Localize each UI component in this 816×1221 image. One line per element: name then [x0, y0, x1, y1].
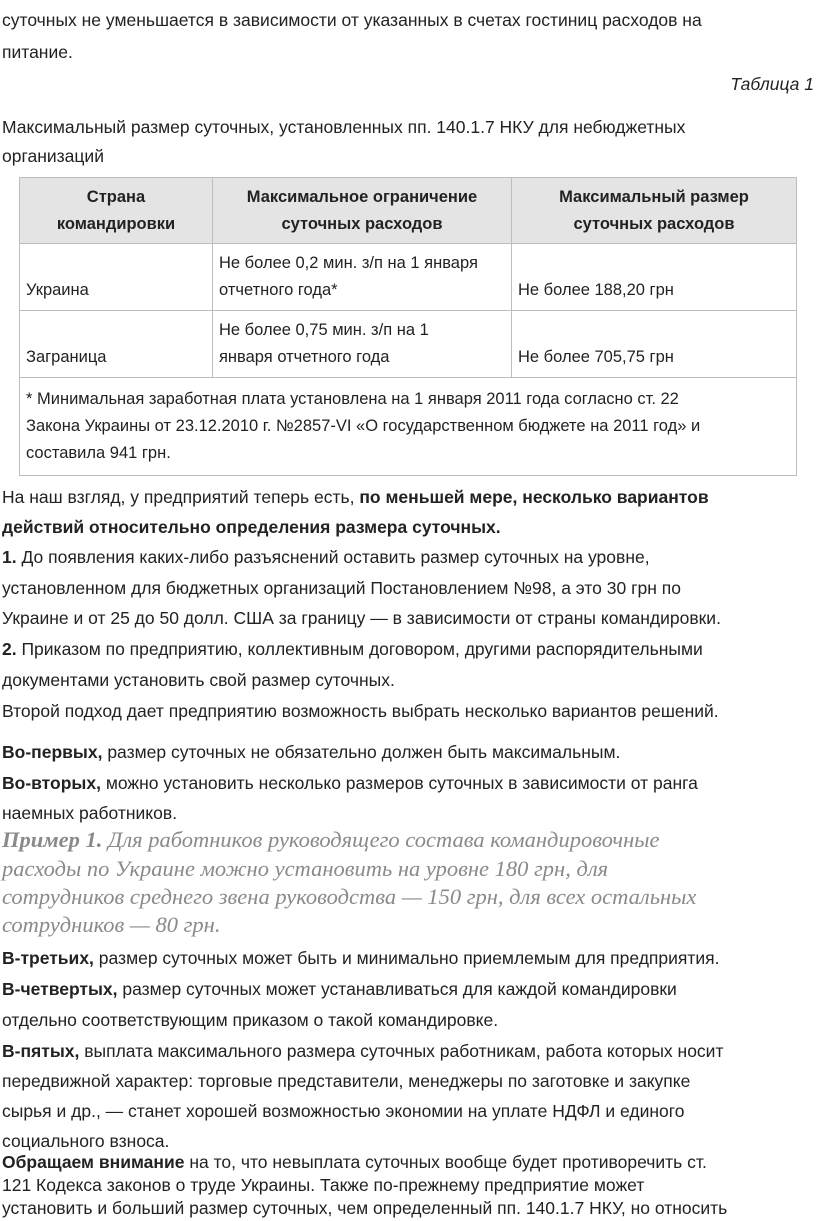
second-approach: Второй подход дает предприятию возможность выбрать несколько вариантов решений.	[2, 701, 719, 721]
fifth-way-line: социального взноса.	[2, 1131, 170, 1151]
table-row	[20, 244, 797, 311]
table-header-row	[20, 178, 797, 244]
item-2-line: документами установить свой размер суточных.	[2, 670, 395, 690]
cell-limit: Не более 0,2 мин. з/п на 1 января отчетного года*	[213, 244, 512, 311]
paragraph-line: действий относительно определения размера суточных.	[2, 517, 501, 537]
item-2-line: 2. Приказом по предприятию, коллективным договором, другими распорядительными	[2, 639, 703, 659]
attention-line: 121 Кодекса законов о труде Украины. Также по-прежнему предприятие может	[2, 1175, 645, 1195]
cell-limit: Не более 0,75 мин. з/п на 1 января отчетного года	[213, 311, 512, 378]
fifth-way: В-пятых, выплата максимального размера суточных работникам, работа которых носит	[2, 1041, 724, 1061]
second-way: Во-вторых, можно установить несколько размеров суточных в зависимости от ранга	[2, 773, 698, 793]
fourth-way: В-четвертых, размер суточных может устанавливаться для каждой командировки	[2, 979, 677, 999]
table-label: Таблица 1	[730, 74, 814, 94]
table-title-line-2: организаций	[2, 146, 104, 166]
cell-max: Не более 188,20 грн	[512, 244, 797, 311]
header-max: Максимальный размер суточных расходов	[512, 178, 797, 244]
table-row	[20, 311, 797, 378]
paragraph-line: На наш взгляд, у предприятий теперь есть, по меньшей мере, несколько вариантов	[2, 487, 709, 507]
cell-max: Не более 705,75 грн	[512, 311, 797, 378]
first-way: Во-первых, размер суточных не обязательно должен быть максимальным.	[2, 742, 621, 762]
item-1-line: 1. До появления каких-либо разъяснений оставить размер суточных на уровне,	[2, 547, 650, 567]
example-line: сотрудников — 80 грн.	[2, 912, 221, 937]
item-1-line: установленном для бюджетных организаций Постановлением №98, а это 30 грн по	[2, 578, 681, 598]
attention-line: установить и больший размер суточных, чем определенный пп. 140.1.7 НКУ, но относить	[2, 1198, 728, 1218]
example-line: Пример 1. Для работников руководящего состава командировочные	[2, 827, 660, 852]
table-note-row	[20, 378, 797, 476]
intro-line-1: суточных не уменьшается в зависимости от указанных в счетах гостиниц расходов на	[2, 10, 702, 30]
fifth-way-line: сырья и др., — станет хорошей возможностью экономии на уплате НДФЛ и единого	[2, 1101, 685, 1121]
header-limit: Максимальное ограничение суточных расходов	[213, 178, 512, 244]
example-line: расходы по Украине можно установить на уровне 180 грн, для	[2, 856, 609, 881]
cell-country: Украина	[20, 244, 213, 311]
second-way-line-2: наемных работников.	[2, 803, 178, 823]
fourth-way-line-2: отдельно соответствующим приказом о такой командировке.	[2, 1010, 499, 1030]
table-title-line-1: Максимальный размер суточных, установленных пп. 140.1.7 НКУ для небюджетных	[2, 117, 686, 137]
third-way: В-третьих, размер суточных может быть и минимально приемлемым для предприятия.	[2, 948, 720, 968]
example-line: сотрудников среднего звена руководства — 150 грн, для всех остальных	[2, 884, 697, 909]
intro-line-2: питание.	[2, 42, 73, 62]
cell-country: Заграница	[20, 311, 213, 378]
attention-line: Обращаем внимание на то, что невыплата суточных вообще будет противоречить ст.	[2, 1152, 707, 1172]
fifth-way-line: передвижной характер: торговые представители, менеджеры по заготовке и закупке	[2, 1071, 691, 1091]
table-footnote: * Минимальная заработная плата установлена на 1 января 2011 года согласно ст. 22 Закона Украины от 23.12.2010 г. №2857-VI «О государственном бюджете на 2011 год» и составила 941 грн.	[20, 378, 797, 476]
header-country: Страна командировки	[20, 178, 213, 244]
per-diem-table	[19, 177, 797, 476]
item-1-line: Украине и от 25 до 50 долл. США за границу — в зависимости от страны командировки.	[2, 608, 721, 628]
